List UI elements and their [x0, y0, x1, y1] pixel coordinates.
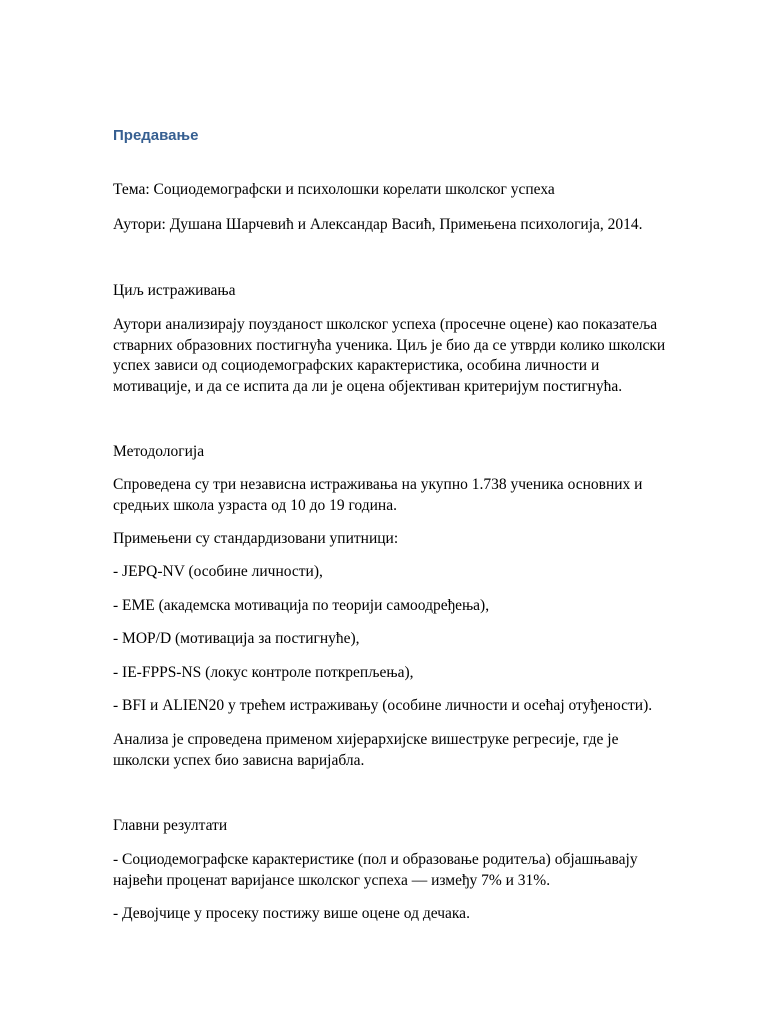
result-item: - Девојчице у просеку постижу више оцене од дечака.	[113, 905, 470, 922]
document-heading: Предавање	[113, 127, 199, 144]
analysis-line: школски успех био зависна варијабла.	[113, 751, 365, 769]
method-title: Методологија	[113, 443, 205, 460]
instrument-item: - EME (академска мотивација по теорији самоодређења),	[113, 597, 490, 614]
instrument-item: - BFI и ALIEN20 у трећем истраживању (особине личности и осећај отуђености).	[113, 697, 653, 714]
goal-line: стварних образовних постигнућа ученика. Циљ је био да се утврди колико школски	[113, 336, 666, 354]
method-intro-line: Спроведена су три независна истраживања на укупно 1.738 ученика основних и	[113, 476, 643, 493]
result-item-line: највећи проценат варијансе школског успеха — између 7% и 31%.	[113, 871, 551, 889]
instrument-item: - MOP/D (мотивација за постигнуће),	[113, 630, 360, 647]
authors-line: Аутори: Душана Шарчевић и Александар Васић, Примењена психологија, 2014.	[113, 216, 643, 233]
instrument-item: - JEPQ-NV (особине личности),	[113, 563, 323, 580]
result-item-line: - Социодемографске карактеристике (пол и образовање родитеља) објашњавају	[113, 851, 638, 868]
topic-line: Тема: Социодемографски и психолошки корелати школског успеха	[113, 181, 555, 198]
method-intro-line: средњих школа узраста од 10 до 19 година.	[113, 496, 397, 514]
goal-line: Аутори анализирају поузданост школског успеха (просечне оцене) као показатеља	[113, 316, 658, 333]
goal-line: мотивације, и да се испита да ли је оцена објективан критеријум постигнућа.	[113, 377, 623, 395]
instrument-item: - IE-FPPS-NS (локус контроле поткрепљења),	[113, 664, 414, 681]
results-title: Главни резултати	[113, 817, 228, 834]
goal-line: успех зависи од социодемографских карактеристика, особина личности и	[113, 357, 600, 374]
goal-title: Циљ истраживања	[113, 282, 236, 299]
analysis-line: Анализа је спроведена применом хијерархијске вишеструке регресије, где је	[113, 731, 619, 748]
instruments-label: Примењени су стандардизовани упитници:	[113, 530, 399, 547]
